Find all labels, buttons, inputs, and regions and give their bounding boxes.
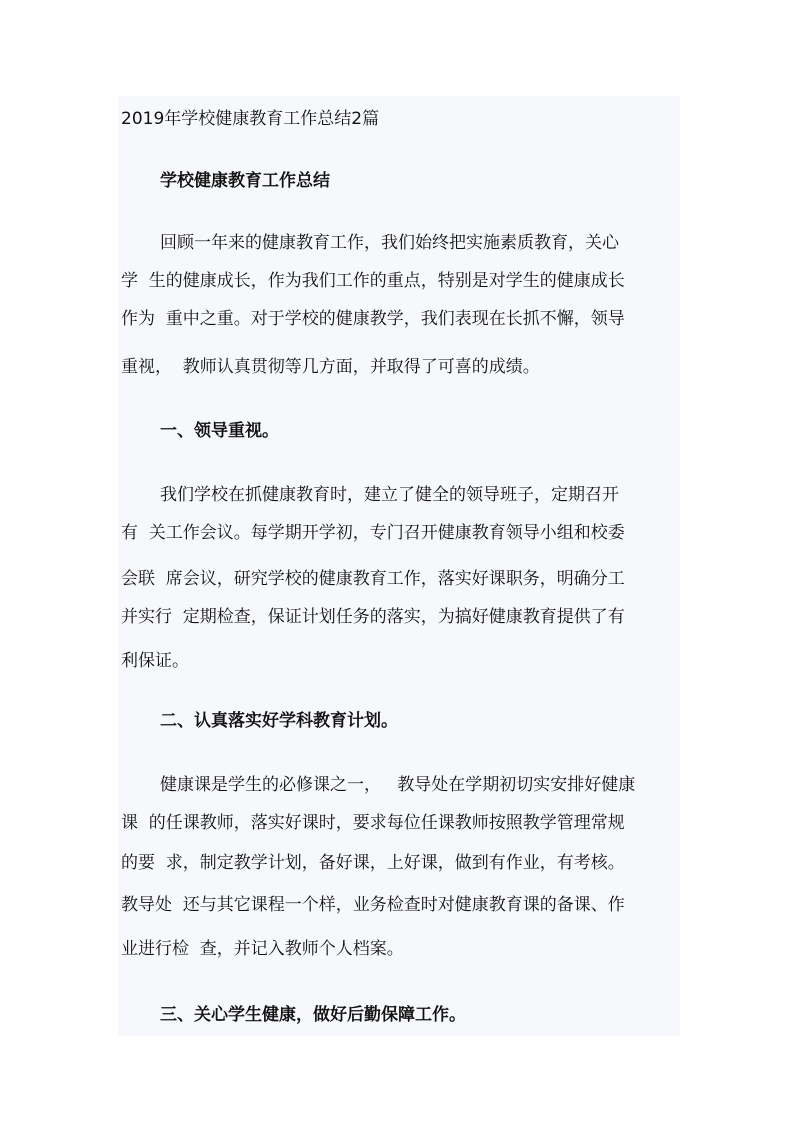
- paragraph-line: 课 的任课教师，落实好课时，要求每位任课教师按照教学管理常规: [121, 813, 625, 833]
- paragraph-line: 重视， 教师认真贯彻等几方面，并取得了可喜的成绩。: [121, 357, 540, 377]
- paragraph-line: 教导处 还与其它课程一个样，业务检查时对健康教育课的备课、作: [121, 895, 625, 915]
- paragraph-line: 我们学校在抓健康教育时，建立了健全的领导班子，定期召开: [160, 485, 619, 505]
- paragraph-line: 利保证。: [121, 651, 189, 671]
- document-title: 2019年学校健康教育工作总结2篇: [121, 109, 380, 129]
- paragraph-line: 学 生的健康成长，作为我们工作的重点，特别是对学生的健康成长: [121, 271, 625, 291]
- heading-logistics: 三、关心学生健康，做好后勤保障工作。: [160, 1005, 466, 1025]
- paragraph-line: 作为 重中之重。对于学校的健康教学，我们表现在长抓不懈，领导: [121, 309, 625, 329]
- heading-leadership: 一、领导重视。: [160, 421, 279, 441]
- section-title: 学校健康教育工作总结: [160, 171, 330, 191]
- paragraph-line: 的要 求，制定教学计划，备好课，上好课，做到有作业，有考核。: [121, 853, 625, 873]
- paragraph-line: 有 关工作会议。每学期开学初，专门召开健康教育领导小组和校委: [121, 523, 625, 543]
- paragraph-line: 会联 席会议，研究学校的健康教育工作，落实好课职务，明确分工: [121, 569, 625, 589]
- paragraph-line: 健康课是学生的必修课之一， 教导处在学期初切实安排好健康: [160, 775, 636, 795]
- heading-curriculum: 二、认真落实好学科教育计划。: [160, 711, 398, 731]
- paragraph-line: 回顾一年来的健康教育工作，我们始终把实施素质教育，关心: [160, 233, 619, 253]
- paragraph-line: 业进行检 查，并记入教师个人档案。: [121, 939, 404, 959]
- paragraph-line: 并实行 定期检查，保证计划任务的落实，为搞好健康教育提供了有: [121, 607, 625, 627]
